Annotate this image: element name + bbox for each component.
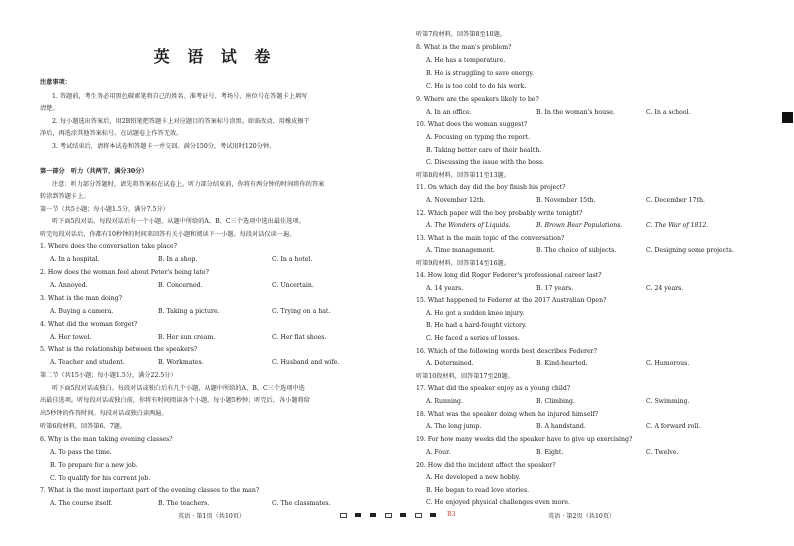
question: 16. Which of the following words best describes Federer? — [416, 348, 597, 355]
listen-instruction: 听第6段材料，回答第6、7题。 — [40, 423, 127, 430]
option: C. In a school. — [646, 109, 691, 116]
page-number-right: 英语 · 第2页（共10页） — [548, 513, 616, 520]
section2-intro: 听下面5段对话或独白。每段对话或独白后有几个小题，从题中所给的A、B、C三个选项中选 — [52, 385, 305, 392]
option: A. He has a temperature. — [426, 57, 506, 64]
option: B. November 15th. — [536, 197, 596, 204]
section2-intro: 出最佳选项。听每段对话或独白前，你将有时间阅读各个小题，每小题5秒钟；听完后，各小题将给 — [40, 397, 310, 404]
option: A. In a hospital. — [50, 256, 100, 263]
option: C. Husband and wife. — [272, 359, 340, 366]
option: A. Determined. — [426, 360, 474, 367]
register-mark-icon — [355, 513, 361, 517]
question: 8. What is the man's problem? — [416, 44, 512, 51]
option: C. Twelve. — [646, 449, 679, 456]
question: 11. On which day did the boy finish his project? — [416, 184, 566, 191]
notice-heading: 注意事项： — [40, 79, 71, 86]
question: 19. For how many weeks did the speaker have to give up exercising? — [416, 436, 633, 443]
option: C. Her flat shoes. — [272, 334, 327, 341]
left-column — [40, 0, 390, 546]
part1-intro: 转涂到答题卡上。 — [40, 193, 90, 200]
option: C. The War of 1812. — [646, 222, 709, 229]
section1-heading: 第一节（共5小题；每小题1.5分，满分7.5分） — [40, 206, 169, 213]
option: A. Focusing on typing the report. — [426, 134, 530, 141]
option: C. In a hotel. — [272, 256, 313, 263]
option: A. Running. — [426, 398, 463, 405]
listen-instruction: 听第9段材料，回答第14至16题。 — [416, 260, 510, 267]
part1-intro: 注意：听力部分答题时，请先将答案标在试卷上。听力部分结束前，你将有两分钟的时间将你的答案 — [52, 181, 325, 188]
notice-line: 1. 答题前，考生务必用黑色碳素笔将自己的姓名、准考证号、考场号、座位号在答题卡上填写 — [52, 93, 308, 100]
register-mark-icon — [340, 513, 347, 518]
question: 7. What is the most important part of the evening classes to the man? — [40, 487, 260, 494]
question: 9. Where are the speakers likely to be? — [416, 96, 539, 103]
option: C. Uncertain. — [272, 282, 314, 289]
option: B. He began to read love stories. — [426, 487, 530, 494]
option: A. Four. — [426, 449, 451, 456]
question: 15. What happened to Federer at the 2017 Australian Open? — [416, 297, 607, 304]
question: 17. What did the speaker enjoy as a young child? — [416, 385, 571, 392]
register-mark-icon — [385, 513, 392, 518]
section2-heading: 第二节（共15小题；每小题1.5分，满分22.5分） — [40, 372, 177, 379]
option: B. In the woman's house. — [536, 109, 615, 116]
option: B. He had a hard-fought victory. — [426, 322, 527, 329]
question: 3. What is the man doing? — [40, 295, 123, 302]
question: 4. What did the woman forget? — [40, 321, 138, 328]
question: 12. Which paper will the boy probably write tonight? — [416, 210, 583, 217]
option: A. Annoyed. — [50, 282, 88, 289]
option: C. Humorous. — [646, 360, 690, 367]
option: C. Trying on a hat. — [272, 308, 331, 315]
option: B. He is struggling to save energy. — [426, 70, 535, 77]
option: B. Taking better care of their health. — [426, 147, 542, 154]
option: C. He is too cold to do his work. — [426, 83, 527, 90]
notice-line: 3. 考试结束后，请将本试卷和答题卡一并交回。满分150分，考试用时120分钟。 — [52, 143, 276, 150]
question: 20. How did the incident affect the speaker? — [416, 462, 556, 469]
register-mark-icon — [400, 513, 406, 517]
exam-title: 英 语 试 卷 — [153, 47, 277, 66]
notice-line: 净后，再选涂其他答案标号。在试题卷上作答无效。 — [40, 130, 183, 137]
version-code: B3 — [447, 511, 456, 518]
option: A. He got a sudden knee injury. — [426, 310, 525, 317]
option: C. He faced a series of losses. — [426, 335, 520, 342]
option: A. The course itself. — [50, 500, 113, 507]
option: A. Teacher and student. — [50, 359, 125, 366]
option: B. A handstand. — [536, 423, 586, 430]
section1-intro: 听下面5段对话。每段对话后有一个小题，从题中所给的A、B、C三个选项中选出最佳选项。 — [52, 218, 305, 225]
part1-heading: 第一部分 听力（共两节，满分30分） — [40, 168, 148, 175]
option: B. Taking a picture. — [158, 308, 220, 315]
option: C. December 17th. — [646, 197, 705, 204]
notice-line: 2. 每小题选出答案后，用2B铅笔把答题卡上对应题目的答案标号涂黑。如需改动，用橡皮擦干 — [52, 118, 310, 125]
option: A. Her towel. — [50, 334, 92, 341]
section2-intro: 出5秒钟的作答时间。每段对话或独白读两遍。 — [40, 410, 168, 417]
option: C. 24 years. — [646, 285, 684, 292]
register-mark-icon — [415, 513, 422, 518]
option: C. To qualify for his current job. — [50, 475, 151, 482]
listen-instruction: 听第10段材料，回答第17至20题。 — [416, 373, 514, 380]
option: B. Her sun cream. — [158, 334, 216, 341]
question: 14. How long did Roger Federer's professional career last? — [416, 272, 602, 279]
notice-line: 清楚。 — [40, 105, 59, 112]
question: 6. Why is the man taking evening classes? — [40, 436, 173, 443]
question: 13. What is the main topic of the conversation? — [416, 235, 565, 242]
listen-instruction: 听第8段材料，回答第11至13题。 — [416, 172, 510, 179]
option: B. Kind-hearted. — [536, 360, 588, 367]
question: 1. Where does the conversation take place? — [40, 243, 177, 250]
option: B. The teachers. — [158, 500, 210, 507]
option: A. 14 years. — [426, 285, 464, 292]
option: B. Workmates. — [158, 359, 204, 366]
section1-intro: 听完每段对话后，你都有10秒钟的时间来回答有关小题和阅读下一小题。每段对话仅读一遍。 — [40, 231, 296, 238]
register-mark-icon — [430, 513, 436, 517]
scan-marker-icon — [782, 112, 793, 123]
option: C. He enjoyed physical challenges even more. — [426, 499, 571, 506]
option: A. The Wonders of Liquids. — [426, 222, 511, 229]
option: B. 17 years. — [536, 285, 574, 292]
page-number-left: 英语 · 第1页（共10页） — [178, 513, 246, 520]
option: B. In a shop. — [158, 256, 198, 263]
option: A. To pass the time. — [50, 449, 112, 456]
option: B. To prepare for a new job. — [50, 462, 138, 469]
option: A. He developed a new hobby. — [426, 474, 521, 481]
question: 5. What is the relationship between the speakers? — [40, 346, 198, 353]
right-column — [416, 0, 756, 546]
question: 10. What does the woman suggest? — [416, 121, 528, 128]
option: B. Climbing. — [536, 398, 575, 405]
option: C. Swimming. — [646, 398, 690, 405]
option: A. November 12th. — [426, 197, 486, 204]
option: C. The classmates. — [272, 500, 331, 507]
register-mark-icon — [370, 513, 376, 517]
option: B. The choice of subjects. — [536, 247, 617, 254]
listen-instruction: 听第7段材料，回答第8至10题。 — [416, 31, 506, 38]
option: B. Brown Bear Populations. — [536, 222, 623, 229]
option: A. In an office. — [426, 109, 472, 116]
question: 2. How does the woman feel about Peter's being late? — [40, 269, 209, 276]
option: C. Discussing the issue with the boss. — [426, 159, 545, 166]
option: A. The long jump. — [426, 423, 482, 430]
option: C. Designing some projects. — [646, 247, 734, 254]
option: A. Time management. — [426, 247, 495, 254]
question: 18. What was the speaker doing when he injured himself? — [416, 411, 599, 418]
option: A. Buying a camera. — [50, 308, 114, 315]
option: B. Concerned. — [158, 282, 203, 289]
option: C. A forward roll. — [646, 423, 701, 430]
option: B. Eight. — [536, 449, 564, 456]
